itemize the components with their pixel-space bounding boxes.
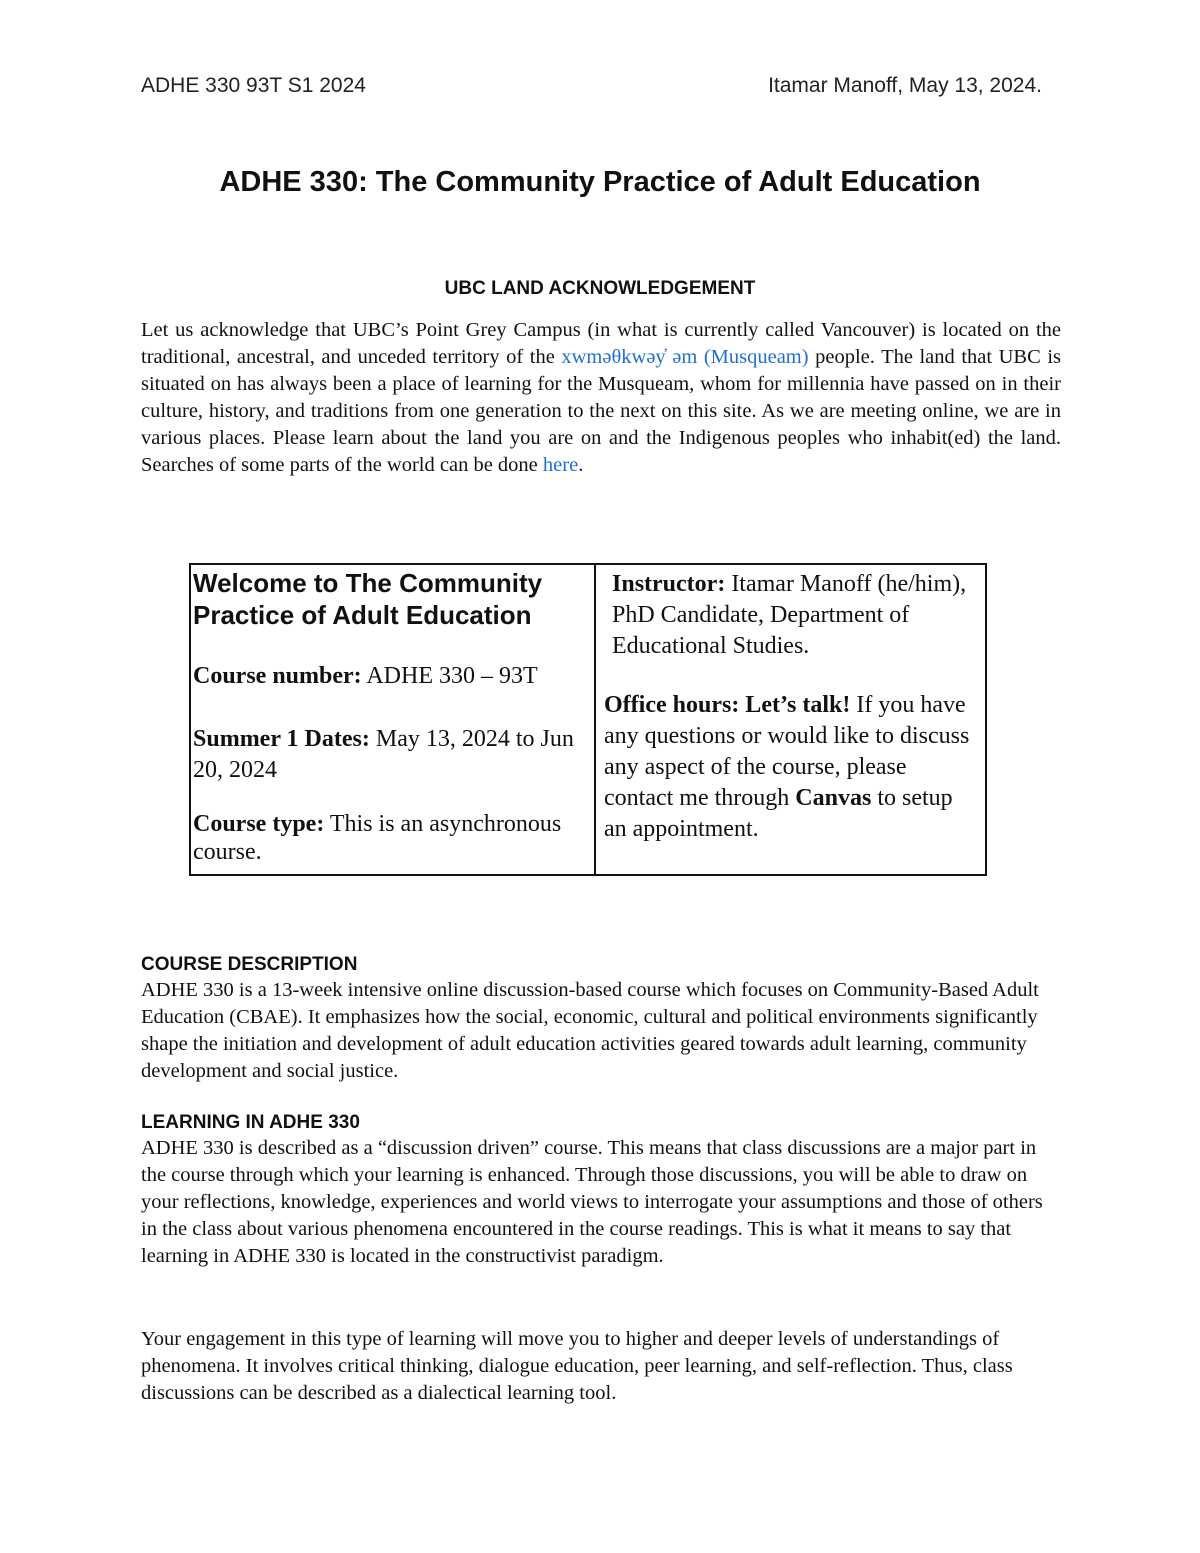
office-hours-text: If you have any questions or would like to discuss any aspect of the course, please contact me through	[604, 692, 970, 811]
type-value: This is an asynchronous course.	[193, 811, 562, 865]
learning-heading: LEARNING IN ADHE 330	[141, 1112, 360, 1133]
welcome-heading: Welcome to The Community Practice of Adult Education	[193, 568, 543, 630]
office-hours-label: Office hours: Let’s talk!	[604, 692, 851, 718]
course-description-text: ADHE 330 is a 13-week intensive online discussion-based course which focuses on Community-Based Adult Education (CBAE). It emphasizes how the social, economic, cultural and political environments significantly shape the initiation and development of adult education activities geared towards adult learning, community development and social justice.	[141, 979, 1039, 1082]
here-link[interactable]: here	[542, 454, 579, 476]
course-number	[193, 661, 592, 692]
land-acknowledgement-text	[141, 317, 1061, 479]
land-text-part: people. The land that UBC is situated on has always been a place of learning for the Musqueam, whom for millennia have passed on in their culture, history, and traditions from one generation to the next on this site. As we are meeting online, we are in various places. Please learn about the land you are on and the Indigenous peoples who inhabit(ed) the land. Searches of some parts of the world can be done	[141, 346, 1061, 476]
instructor-label: Instructor:	[612, 571, 726, 597]
office-hours	[604, 690, 979, 845]
musqueam-link[interactable]: xwməθkwəy̓ əm (Musqueam)	[561, 346, 809, 368]
course-dates	[193, 724, 592, 786]
dates-value: May 13, 2024 to Jun 20, 2024	[193, 726, 574, 783]
header-course-code: ADHE 330 93T S1 2024	[141, 74, 366, 97]
instructor-info	[612, 569, 979, 662]
land-text-part: Let us acknowledge that UBC’s Point Grey Campus (in what is currently called Vancouver) is located on the traditional, ancestral, and unceded territory of the	[141, 319, 1061, 368]
office-hours-end: to setup an appointment.	[604, 785, 953, 842]
course-number-value: ADHE 330 – 93T	[361, 663, 538, 689]
land-text-part: .	[578, 454, 584, 476]
learning-paragraph-2: Your engagement in this type of learning will move you to higher and deeper levels of understandings of phenomena. It involves critical thinking, dialogue education, peer learning, and self-reflection. Thus, class discussions can be described as a dialectical learning tool.	[141, 1328, 1013, 1404]
course-info-table	[189, 563, 987, 876]
instructor-value: Itamar Manoff (he/him), PhD Candidate, Department of Educational Studies.	[612, 571, 967, 659]
page-title: ADHE 330: The Community Practice of Adult Education	[219, 166, 981, 198]
canvas-mention: Canvas	[795, 785, 872, 811]
learning-paragraph-1: ADHE 330 is described as a “discussion driven” course. This means that class discussions are a major part in the course through which your learning is enhanced. Through those discussions, you will be able to draw on your reflections, knowledge, experiences and world views to interrogate your assumptions and those of others in the class about various phenomena encountered in the course readings. This is what it means to say that learning in ADHE 330 is located in the constructivist paradigm.	[141, 1137, 1043, 1267]
course-info-left-cell	[190, 564, 595, 875]
dates-label: Summer 1 Dates:	[193, 726, 370, 752]
header-author-date: Itamar Manoff, May 13, 2024.	[768, 74, 1042, 97]
course-description-heading: COURSE DESCRIPTION	[141, 954, 358, 975]
type-label: Course type:	[193, 811, 325, 837]
course-type	[193, 810, 592, 866]
land-acknowledgement-heading: UBC LAND ACKNOWLEDGEMENT	[444, 278, 756, 299]
course-info-right-cell	[595, 564, 986, 875]
course-number-label: Course number:	[193, 663, 362, 689]
